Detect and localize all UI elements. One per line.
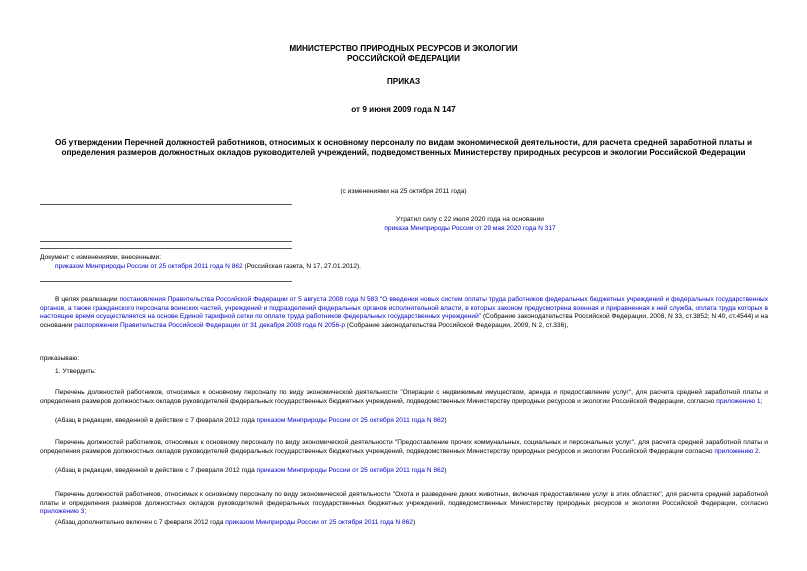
government-order-link[interactable]: распоряжения Правительства Российской Федерации от 31 декабря 2008 года N 2056-р — [74, 321, 346, 329]
appendix-1-link[interactable]: приложению 1 — [716, 397, 761, 405]
edit-note — [55, 417, 755, 426]
amending-order-link[interactable]: приказом Минприроды России от 25 октября 2011 года N 862 — [225, 519, 413, 526]
list-item — [40, 491, 768, 517]
note-end: ) — [412, 519, 416, 526]
item-text: Перечень должностей работников, относимых к основному персоналу по виду экономической деятельности "Предоставление прочих коммунальных, социальных и персональных услуг", для расчета средней заработной платы и определения размеров должностных окладов руководителей федеральных государственных бюджетных учреждений, подведомственных Министерству природных ресурсов и экологии Российской Федерации согласно — [40, 439, 768, 455]
order-heading: ПРИКАЗ — [386, 77, 421, 86]
amending-order-link[interactable]: приказом Минприроды России от 25 октября 2011 года N 862 — [256, 417, 445, 424]
order-phrase: приказываю: — [40, 355, 80, 362]
ministry-line-2: РОССИЙСКОЙ ФЕДЕРАЦИИ — [347, 54, 460, 63]
divider — [40, 241, 292, 242]
ministry-heading — [0, 44, 807, 64]
divider — [40, 281, 292, 282]
appendix-2-link[interactable]: приложению 2 — [714, 447, 759, 455]
edit-note — [55, 467, 755, 476]
changes-order-link[interactable]: приказом Минприроды России от 25 октября 2011 года N 862 — [55, 262, 243, 270]
list-item — [40, 389, 768, 406]
ministry-line-1: МИНИСТЕРСТВО ПРИРОДНЫХ РЕСУРСОВ И ЭКОЛОГИИ — [289, 44, 518, 53]
item-end: ; — [760, 397, 763, 405]
preamble-text-1: В целях реализации — [55, 296, 120, 303]
divider — [40, 248, 292, 249]
note-text: (Абзац в редакции, введенной в действие с 7 февраля 2012 года — [55, 467, 257, 474]
item-text: Перечень должностей работников, относимых к основному персоналу по виду экономической деятельности "Охота и разведение диких животных, включая предоставление услуг в этих областях", для расчета средней заработной платы и определения размеров должностных окладов руководителей федеральных государственных бюджетных учреждений, подведомственных Министерству природных ресурсов и экологии Российской Федерации, согласно — [40, 491, 768, 507]
item-text: Перечень должностей работников, относимых к основному персоналу по виду экономической деятельности "Операции с недвижимым имуществом, аренда и предоставление услуг", для расчета средней заработной платы и определения размеров должностных окладов руководителей федеральных государственных бюджетных учреждений, подведомственных Министерству природных ресурсов и экологии Российской Федерации, согласно — [40, 389, 768, 405]
approve-clause: 1. Утвердить: — [55, 368, 96, 375]
void-order-link[interactable]: приказа Минприроды России от 29 мая 2020 года N 317 — [384, 224, 556, 232]
preamble-paragraph — [40, 296, 768, 330]
note-end: ) — [444, 467, 447, 474]
item-end: ; — [84, 508, 87, 516]
changes-block — [40, 254, 760, 271]
order-date: от 9 июня 2009 года N 147 — [351, 105, 456, 114]
amending-order-link[interactable]: приказом Минприроды России от 25 октября 2011 года N 862 — [256, 467, 445, 474]
changes-source: (Российская газета, N 17, 27.01.2012). — [242, 262, 362, 270]
void-notice-text: Утратил силу с 22 июля 2020 года на основании — [396, 216, 544, 223]
document-title: Об утверждении Перечней должностей работников, относимых к основному персоналу по видам экономической деятельности, для расчета средней заработной платы и определения размеров должностных окладов руководителей учреждений, подведомственных Министерству природных ресурсов и экологии Российской Федерации — [54, 138, 753, 157]
changes-label: Документ с изменениями, внесенными: — [40, 254, 162, 261]
divider — [40, 204, 292, 205]
edit-note — [55, 519, 755, 528]
list-item — [40, 439, 768, 456]
note-text: (Абзац в редакции, введенной в действие с 7 февраля 2012 года — [55, 417, 257, 424]
note-end: ) — [444, 417, 447, 424]
preamble-text-3: (Собрание законодательства Российской Федерации, 2009, N 2, ст.336), — [345, 321, 569, 329]
preamble-text-2: (Собрание законодательства Российской Федерации, 2008, N 33, ст.3852; N 40, ст.4544) и на основании — [40, 313, 768, 329]
note-text: (Абзац дополнительно включен с 7 февраля 2012 года — [55, 519, 226, 526]
edition-note: (с изменениями на 25 октября 2011 года) — [340, 188, 467, 195]
appendix-3-link[interactable]: приложению 3 — [40, 508, 85, 516]
government-decree-link[interactable]: постановления Правительства Российской Федерации от 5 августа 2008 года N 583 "О введении новых систем оплаты труда работников федеральных бюджетных учреждений и федеральных государственных органов, а также гражданского персонала воинских частей, учреждений и подразделений федеральных органов исполнительной власти, в которых законом предусмотрена военная и приравненная к ней служба, оплата труда которых в настоящее время осуществляется на основе Единой тарифной сетки по оплате труда работников федеральных государственных учреждений" — [40, 296, 768, 321]
item-end: . — [758, 447, 761, 455]
void-notice — [260, 216, 680, 233]
